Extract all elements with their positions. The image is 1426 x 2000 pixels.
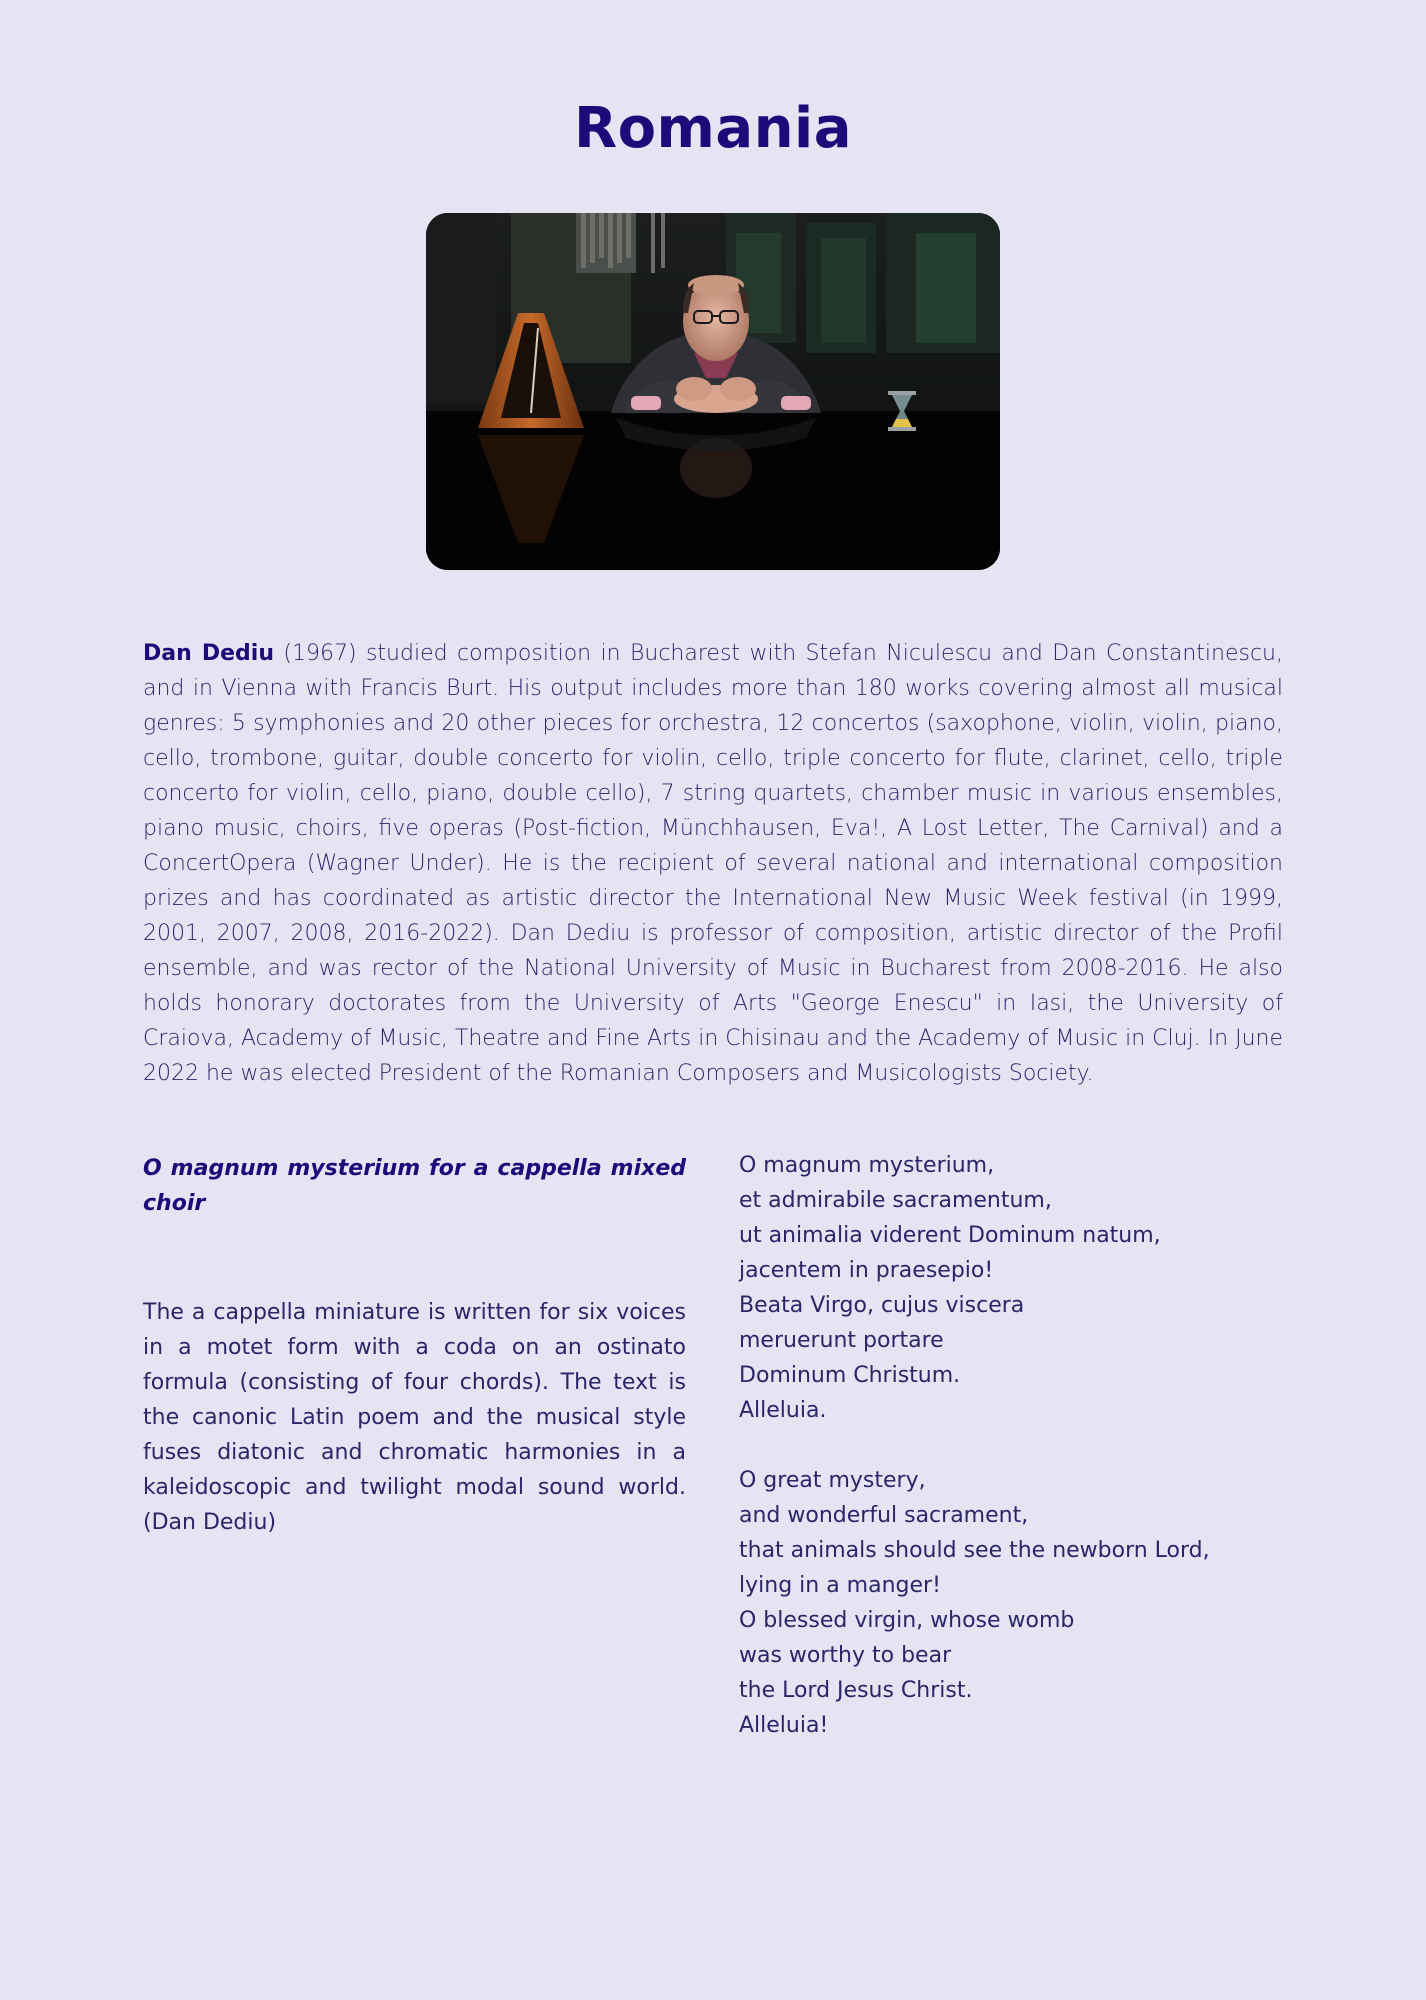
composer-bio: [143, 636, 1283, 1091]
lyric-line: the Lord Jesus Christ.: [739, 1678, 973, 1703]
lyric-line: ut animalia viderent Dominum natum,: [739, 1223, 1161, 1248]
portrait-image: [426, 213, 1000, 570]
lyric-line: et admirabile sacramentum,: [739, 1188, 1052, 1213]
lyric-line: that animals should see the newborn Lord,: [739, 1538, 1210, 1563]
lyric-line: Beata Virgo, cujus viscera: [739, 1293, 1025, 1318]
lyric-line: O magnum mysterium,: [739, 1153, 995, 1178]
lyrics-latin: [739, 1148, 1339, 1428]
lyric-line: Dominum Christum.: [739, 1363, 961, 1388]
lyric-line: was worthy to bear: [739, 1643, 952, 1668]
lyric-line: O blessed virgin, whose womb: [739, 1608, 1075, 1633]
composer-portrait: [426, 213, 1000, 570]
lyric-line: Alleluia!: [739, 1713, 829, 1738]
composer-name: Dan Dediu: [143, 641, 274, 666]
lyric-line: and wonderful sacrament,: [739, 1503, 1029, 1528]
bio-text: (1967) studied composition in Bucharest with Stefan Niculescu and Dan Constantinescu, and in Vienna with Francis Burt. His output includes more than 180 works covering almost all musical genres: 5 symphonies and 20 other pieces for orchestra, 12 concertos (saxophone, violin, violin, piano, cello, trombone, guitar, double concerto for violin, cello, triple concerto for flute, clarinet, cello, triple concerto for violin, cello, piano, double cello), 7 string quartets, chamber music in various ensembles, piano music, choirs, five operas (Post-fiction, Münchhausen, Eva!, A Lost Letter, The Carnival) and a ConcertOpera (Wagner Under). He is the recipient of several national and international composition prizes and has coordinated as artistic director the International New Music Week festival (in 1999, 2001, 2007, 2008, 2016-2022). Dan Dediu is professor of composition, artistic director of the Profil ensemble, and was rector of the National University of Music in Bucharest from 2008-2016. He also holds honorary doctorates from the University of Arts "George Enescu" in Iasi, the University of Craiova, Academy of Music, Theatre and Fine Arts in Chisinau and the Academy of Music in Cluj. In June 2022 he was elected President of the Romanian Composers and Musicologists Society.: [143, 641, 1283, 1086]
lyric-line: Alleluia.: [739, 1398, 827, 1423]
lyric-line: lying in a manger!: [739, 1573, 941, 1598]
lyric-line: O great mystery,: [739, 1468, 926, 1493]
lyric-line: jacentem in praesepio!: [739, 1258, 994, 1283]
lyrics-english: [739, 1463, 1339, 1743]
lyrics: [739, 1148, 1339, 1778]
lyric-line: meruerunt portare: [739, 1328, 944, 1353]
page-title: Romania: [573, 96, 853, 161]
work-title: O magnum mysterium for a cappella mixed choir: [143, 1156, 686, 1216]
work-description: The a cappella miniature is written for six voices in a motet form with a coda on an ostinato formula (consisting of four chords). The text is the canonic Latin poem and the musical style fuses diatonic and chromatic harmonies in a kaleidoscopic and twilight modal sound world. (Dan Dediu): [143, 1300, 686, 1535]
